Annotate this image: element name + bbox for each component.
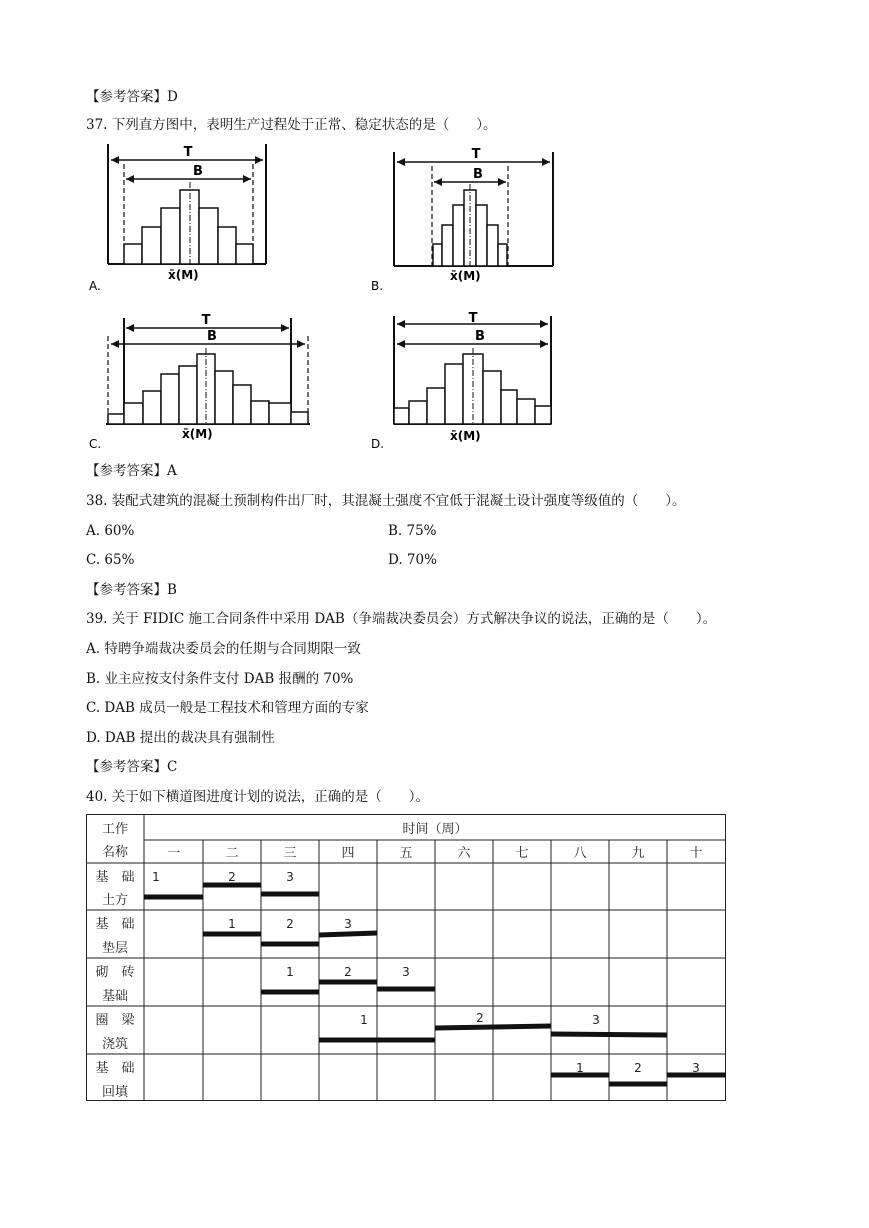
t-label: T (468, 312, 478, 326)
q39-option-c: C. DAB 成员一般是工程技术和管理方面的专家 (86, 700, 369, 716)
answer-37: 【参考答案】A (86, 463, 177, 479)
t-label: T (183, 145, 193, 160)
mean-label: x̄(M) (450, 269, 481, 283)
b-label: B (473, 167, 483, 182)
answer-38: 【参考答案】B (86, 582, 177, 598)
seg-4-3: 3 (592, 1013, 600, 1027)
seg-1-2: 2 (228, 870, 236, 884)
seg-3-2: 2 (344, 965, 352, 979)
b-label: B (475, 329, 485, 344)
mean-label: x̄(M) (168, 268, 199, 282)
mean-label: x̄(M) (182, 427, 213, 441)
q39-option-b: B. 业主应按支付条件支付 DAB 报酬的 70% (86, 671, 354, 687)
seg-5-2: 2 (634, 1061, 642, 1075)
b-label: B (207, 329, 217, 344)
option-label: D. (371, 437, 385, 451)
b-label: B (193, 164, 203, 179)
task-2-name: 基 础 (95, 917, 135, 932)
t-label: T (471, 147, 481, 162)
mean-label: x̄(M) (450, 429, 481, 443)
q38-option-b: B. 75% (388, 523, 437, 539)
q38-option-d: D. 70% (388, 552, 437, 568)
q39-option-a: A. 特聘争端裁决委员会的任期与合同期限一致 (86, 641, 361, 657)
answer-39: 【参考答案】C (86, 759, 178, 775)
seg-2-3: 3 (344, 917, 352, 931)
q39-option-d: D. DAB 提出的裁决具有强制性 (86, 730, 275, 746)
option-label: A. (89, 279, 101, 293)
week-3: 三 (283, 846, 297, 861)
seg-1-3: 3 (286, 870, 294, 884)
q38-option-c: C. 65% (86, 552, 135, 568)
question-38: 38. 装配式建筑的混凝土预制构件出厂时，其混凝土强度不宜低于混凝土设计强度等级值的（ ）。 (86, 493, 686, 509)
task-3-name-2: 基础 (101, 989, 129, 1004)
option-label: C. (89, 437, 102, 451)
histogram-d (370, 312, 570, 454)
histogram-a (86, 142, 286, 294)
bar-2-3 (319, 933, 377, 935)
task-1-name: 基 础 (95, 870, 135, 885)
seg-2-1: 1 (228, 917, 236, 931)
week-1: 一 (167, 846, 181, 861)
bar-4-3 (551, 1034, 667, 1035)
week-9: 九 (631, 846, 645, 861)
seg-5-3: 3 (692, 1061, 700, 1075)
question-40: 40. 关于如下横道图进度计划的说法，正确的是（ ）。 (86, 789, 430, 805)
bar-4-2 (435, 1026, 551, 1028)
header-name: 名称 (101, 845, 129, 860)
task-4-name: 圈 梁 (95, 1013, 135, 1028)
option-label: B. (371, 279, 384, 293)
t-label: T (201, 313, 211, 328)
seg-3-3: 3 (402, 965, 410, 979)
task-3-name: 砌 砖 (95, 965, 135, 980)
task-5-name-2: 回填 (101, 1085, 129, 1100)
header-time: 时间（周） (402, 822, 468, 837)
week-7: 七 (515, 846, 529, 861)
week-5: 五 (399, 846, 413, 861)
task-1-name-2: 土方 (101, 893, 129, 908)
header-work: 工作 (101, 822, 129, 837)
task-5-name: 基 础 (95, 1061, 135, 1076)
seg-4-1: 1 (360, 1013, 368, 1027)
week-4: 四 (341, 846, 355, 861)
task-4-name-2: 浇筑 (101, 1037, 129, 1052)
question-39: 39. 关于 FIDIC 施工合同条件中采用 DAB（争端裁决委员会）方式解决争议的说法，正确的是（ ）。 (86, 611, 717, 627)
seg-5-1: 1 (576, 1061, 584, 1075)
week-2: 二 (225, 846, 239, 861)
seg-4-2: 2 (476, 1011, 484, 1025)
histogram-c (86, 312, 316, 454)
week-10: 十 (689, 846, 703, 861)
gantt-chart (86, 814, 728, 1104)
q38-option-a: A. 60% (86, 523, 135, 539)
answer-36: 【参考答案】D (86, 89, 178, 105)
week-6: 六 (457, 846, 471, 861)
question-37: 37. 下列直方图中，表明生产过程处于正常、稳定状态的是（ ）。 (86, 117, 497, 133)
histogram-b (370, 142, 570, 294)
seg-2-2: 2 (286, 917, 294, 931)
seg-3-1: 1 (286, 965, 294, 979)
week-8: 八 (573, 846, 587, 861)
task-2-name-2: 垫层 (101, 941, 129, 956)
seg-1-1: 1 (152, 870, 160, 884)
